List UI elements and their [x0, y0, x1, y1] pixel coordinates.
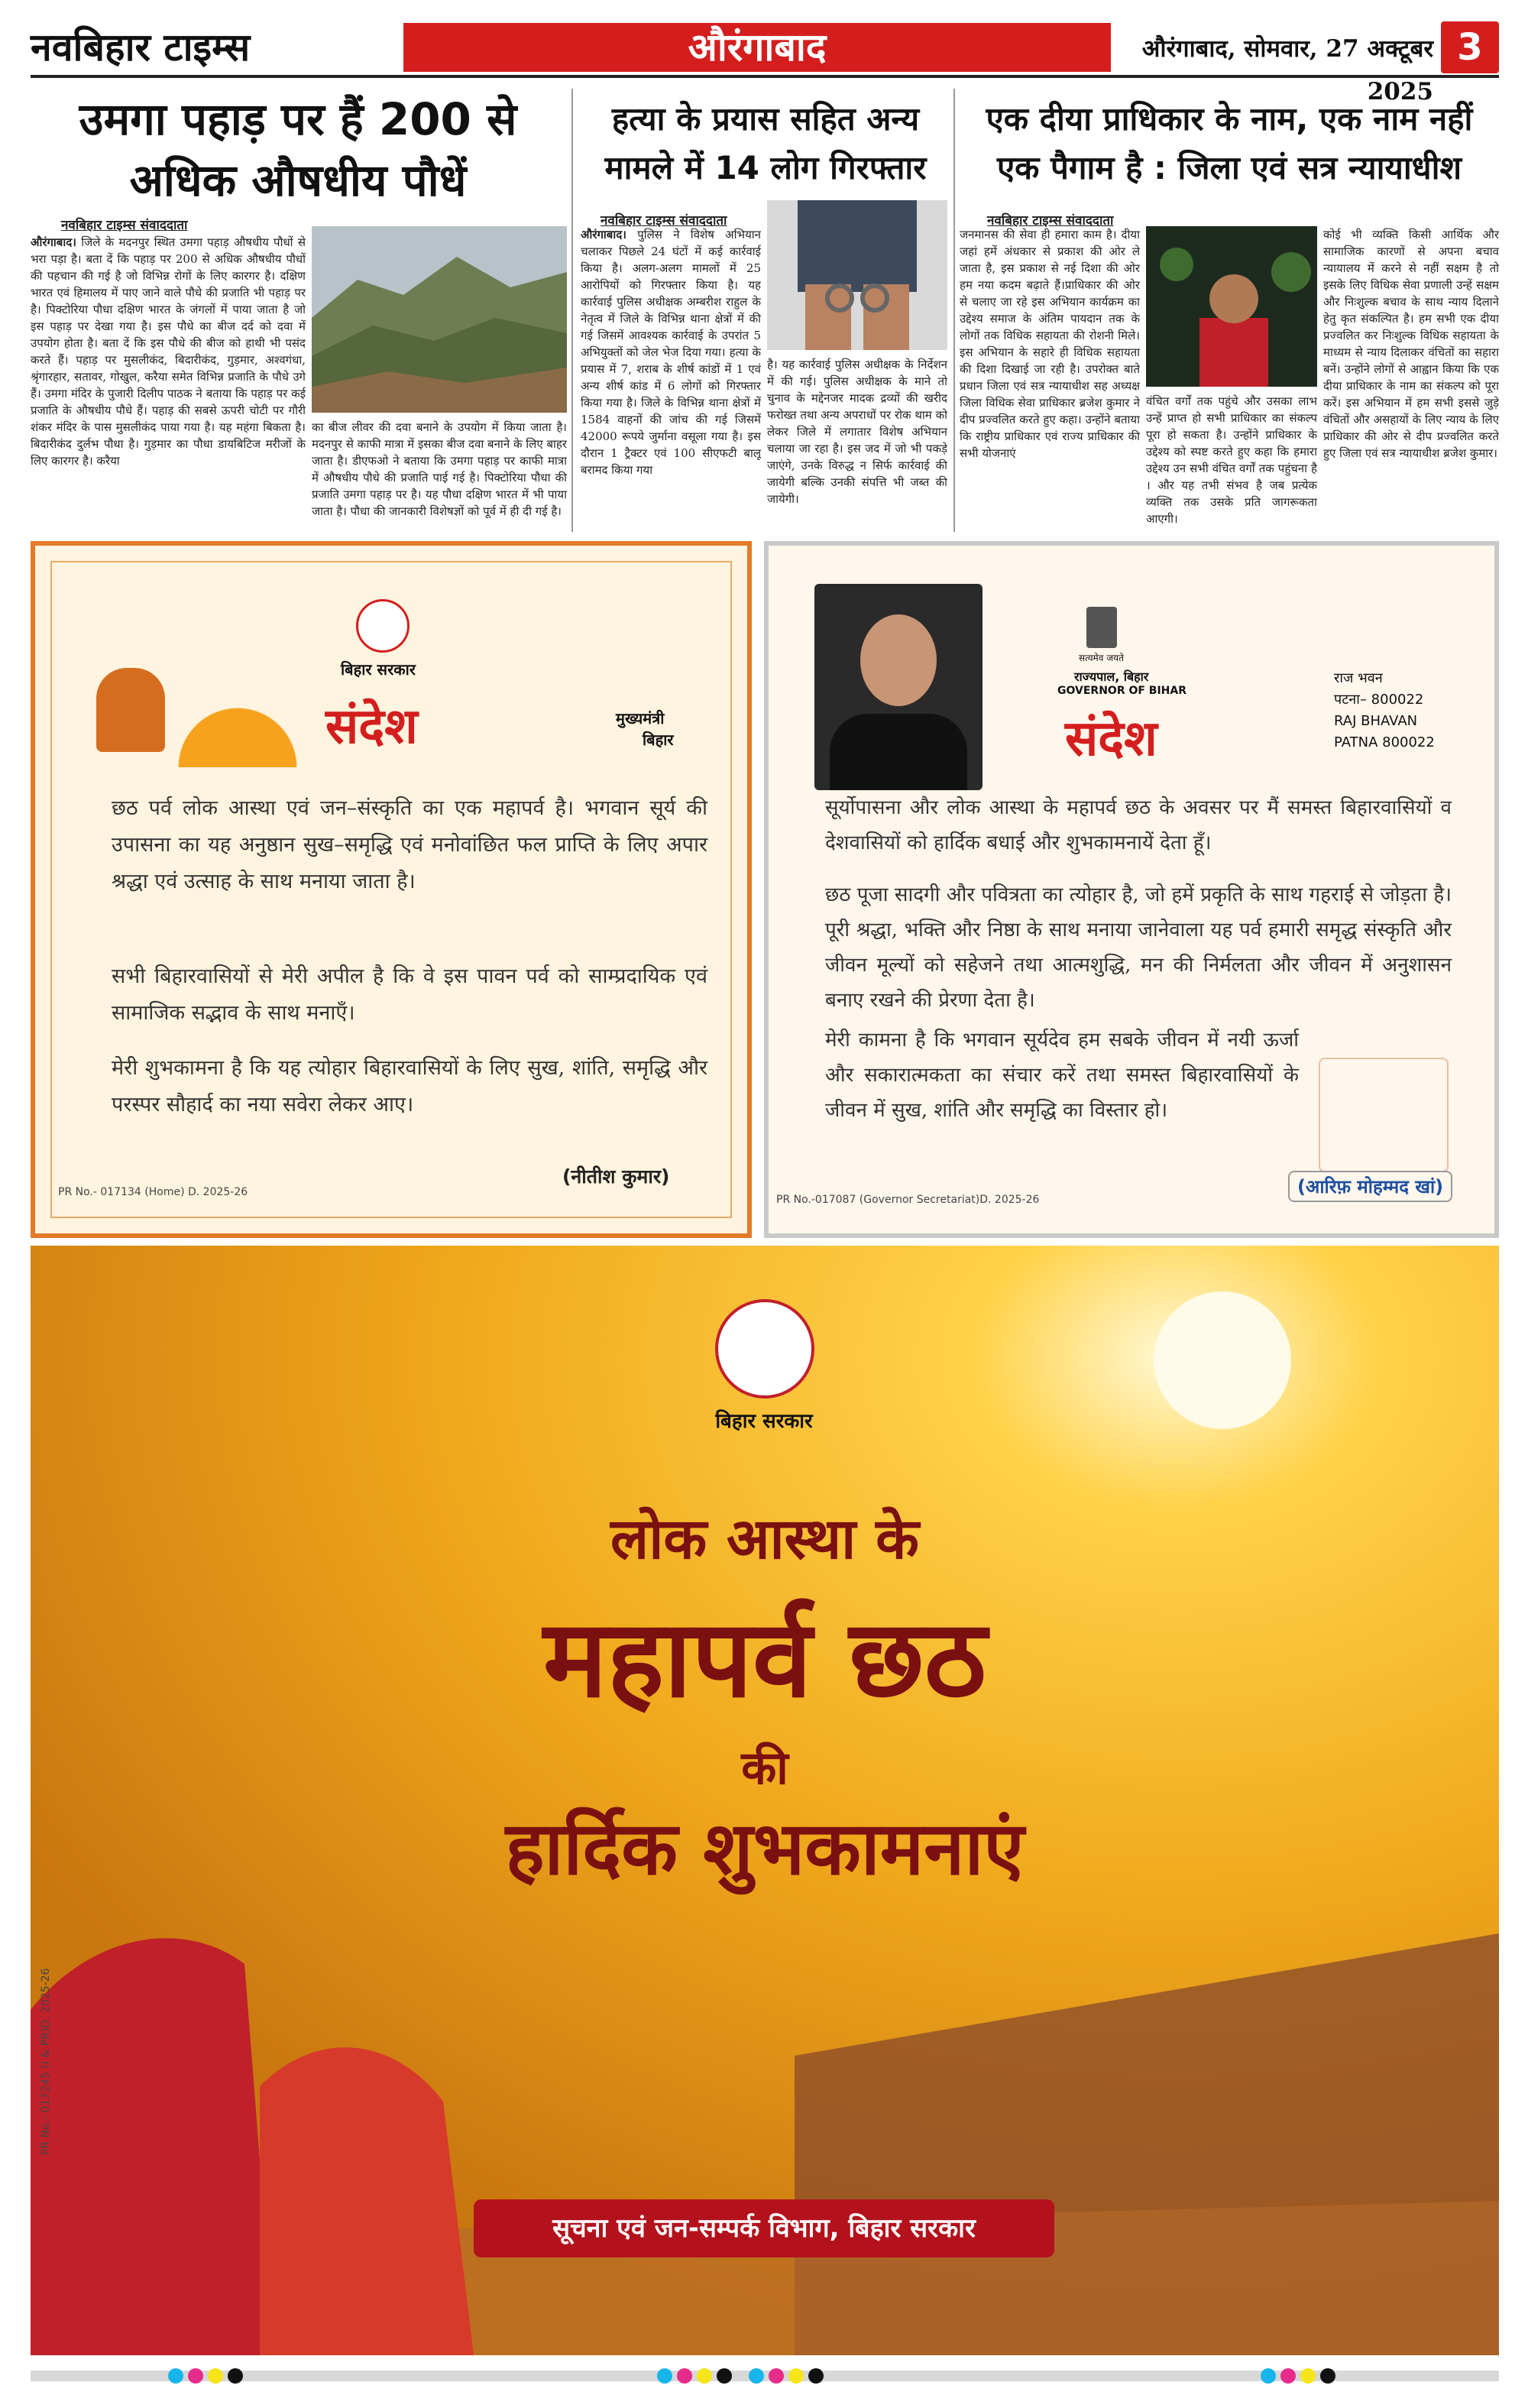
print-registration-strip [31, 2363, 1499, 2389]
ad2-paragraph-2: छठ पूजा सादगी और पवित्रता का त्योहार है, जो हमें प्रकृति के साथ गहराई से जोड़ता है। पूरी श्रद्धा, भक्ति और निष्ठा के साथ मनाया जानेवाला यह पर्व हमारी समृद्ध संस्कृति और जीवन मूल्यों को सहेजने तथा आत्मशुद्धि, मन की निर्मलता और जीवन में अनुशासन बनाए रखने की प्रेरणा देता है। [825, 883, 1452, 1012]
ad1-paragraph-2: सभी बिहारवासियों से मेरी अपील है कि वे इस पावन पर्व को साम्प्रदायिक एवं सामाजिक सद्भाव के साथ मनाएँ। [112, 964, 707, 1025]
masthead-rule [31, 75, 1499, 78]
date-line: औरंगाबाद, सोमवार, 27 अक्टूबर 2025 [1141, 35, 1433, 105]
handcuffs-photo [767, 200, 947, 350]
mountain-photo [312, 226, 567, 413]
ad2-address [1334, 668, 1435, 754]
article-2-dateline: औरंगाबाद। [581, 228, 626, 241]
newspaper-name: नवबिहार टाइम्स [31, 24, 251, 70]
ad2-office-en: GOVERNOR OF BIHAR [1057, 685, 1187, 697]
article-2-byline: नवबिहार टाइम्स संवाददाता [601, 213, 727, 228]
ad1-paragraph-3: मेरी शुभकामना है कि यह त्योहार बिहारवासियों के लिए सुख, शांति, समृद्धि और परस्पर सौहार्द का नया सवेरा लेकर आए। [112, 1056, 707, 1116]
article-3-body-col2: कोई भी व्यक्ति किसी आर्थिक और सामाजिक कारणों से अपना बचाव न्यायालय में करने से नहीं सक्षम है तो इसके लिए विधिक सेवा प्रणाली उन्हें सक्षम और निःशुल्क बचाव के साथ न्याय दिलाने हेतु कृत संकल्पित है। हम सभी एक दीया प्रज्वलित कर निःशुल्क विधिक सहायता के माध्यम से न्याय दिलाकर वंचितों का सहारा बनें। उन्होंने लोगों से आह्वान किया कि एक दीया प्राधिकार के नाम का संकल्प को पूरा करें। इस अभियान में हम सभी इससे जुड़े वंचितों और असहायों के लिए न्याय के लिए प्राधिकार की ओर से दीप प्रज्वलित करते हुए जिला एवं सत्र न्यायाधीश ब्रजेश कुमार। [1323, 228, 1499, 460]
article-1-body-col2: का बीज लीवर की दवा बनाने के उपयोग में किया जाता है। मदनपुर से काफी मात्रा में इसका बीज दवा बनाने के लिए बाहर जाता है। डीएफओ ने बताया कि उमगा पहाड़ पर काफी मात्रा में औषधीय पौधे की प्रजाति पाई गई है। पिक्टोरिया पौधा की प्रजाति उमगा पहाड़ पर है। यह पौधा दक्षिण भारत में भी पाया जाता है। पौधा की जानकारी विशेषज्ञों को पूर्व में ही दी गई है। [312, 420, 567, 518]
ad1-org: बिहार सरकार [341, 660, 416, 679]
banner-line-1: लोक आस्था के [610, 1506, 919, 1572]
bihar-govt-logo [715, 1299, 814, 1398]
ad1-state: बिहार [643, 731, 674, 749]
national-emblem-icon [1086, 607, 1117, 648]
article-2-headline: हत्या के प्रयास सहित अन्य मामले में 14 लोग गिरफ्तार [604, 100, 927, 186]
ad1-title: संदेश [325, 698, 418, 755]
ad2-office-hi: राज्यपाल, बिहार [1074, 669, 1149, 684]
ad2-paragraph-3: मेरी कामना है कि भगवान सूर्यदेव हम सबके जीवन में नयी ऊर्जा और सकारात्मकता का संचार करें तथा समस्त बिहारवासियों के जीवन में सुख, शांति और समृद्धि का विस्तार हो। [825, 1029, 1299, 1122]
ad1-designation: मुख्यमंत्री [616, 709, 665, 728]
column-divider [953, 89, 955, 532]
banner-footer: सूचना एवं जन-सम्पर्क विभाग, बिहार सरकार [474, 2199, 1054, 2257]
chhath-banner [31, 1246, 1499, 2355]
address-line: पटना– 800022 [1334, 692, 1424, 708]
page-number: 3 [1441, 21, 1499, 73]
article-1-headline: उमगा पहाड़ पर हैं 200 से अधिक औषधीय पौधें [79, 93, 517, 206]
article-1-byline: नवबिहार टाइम्स संवाददाता [61, 218, 188, 233]
ad2-signature: (आरिफ़ मोहम्मद खां) [1288, 1171, 1452, 1202]
banner-line-2: महापर्व छठ [543, 1596, 986, 1722]
article-3-body-col1: जनमानस की सेवा ही हमारा काम है। दीया जहां हमें अंधकार से प्रकाश की ओर ले जाता है, इस प्रकाश से नई दिशा की ओर हम नया कदम बढ़ाते हैं।प्राधिकार की ओर से चलाए जा रहे इस अभियान कार्यक्रम का उद्देश्य समाज के अंतिम पायदान तक के लोगों तक विधिक सहायता की रोशनी मिले। इस अभियान के सहारे ही विधिक सहायता की दिशा दिखाई जा रही है। उपरोक्त बाते प्रधान जिला एवं सत्र न्यायाधीश सह अध्यक्ष जिला विधिक सेवा प्राधिकार ब्रजेश कुमार ने दीप प्रज्वलित करते हुए कहा। उन्होंने बताया कि राष्ट्रीय प्राधिकार एवं राज्य प्राधिकार की सभी योजनाएं [960, 228, 1140, 460]
cm-message-ad [31, 541, 752, 1238]
emblem-motto: सत्यमेव जयते [1079, 653, 1124, 663]
article-1-body-col1 [31, 234, 306, 530]
devotee-illustration [96, 668, 165, 752]
address-line: राज भवन [1334, 670, 1383, 686]
bihar-govt-logo [356, 599, 410, 653]
ad1-pr-number: PR No.- 017134 (Home) D. 2025-26 [58, 1186, 248, 1198]
sun-illustration [165, 676, 310, 767]
devotee-sketch [1319, 1058, 1449, 1172]
article-1-dateline: औरंगाबाद। [31, 235, 76, 249]
banner-line-4: हार्दिक शुभकामनाएं [505, 1805, 1025, 1891]
banner-org: बिहार सरकार [715, 1410, 813, 1433]
ad2-title: संदेश [1065, 710, 1157, 767]
ad2-paragraph-1: सूर्योपासना और लोक आस्था के महापर्व छठ के अवसर पर मैं समस्त बिहारवासियों व देशवासियों को हार्दिक बधाई और शुभकामनायें देता हूँ। [825, 796, 1452, 854]
banner-pr-number: PR No.- 017245 (I & PR)D. 2025-26 [40, 1968, 52, 2155]
address-line: RAJ BHAVAN [1334, 713, 1418, 729]
ad1-signature: (नीतीश कुमार) [562, 1165, 670, 1188]
banner-line-3: की [741, 1742, 788, 1795]
ad2-pr-number: PR No.-017087 (Governor Secretariat)D. 2025-26 [776, 1194, 1040, 1206]
governor-photo [814, 584, 983, 790]
governor-message-ad [764, 541, 1499, 1238]
ad1-paragraph-1: छठ पर्व लोक आस्था एवं जन–संस्कृति का एक महापर्व है। भगवान सूर्य की उपासना का यह अनुष्ठान सुख–समृद्धि एवं मनोवांछित फल प्राप्ति के लिए अपार श्रद्धा एवं उत्साह के साथ मनाया जाता है। [112, 796, 707, 893]
article-1-text: जिले के मदनपुर स्थित उमगा पहाड़ औषधीय पौधों से भरा पड़ा है। बता दें कि पहाड़ पर 200 से अधिक औषधीय पौधों की पहचान की गई है जो विभिन्न रोगों के लिए कारगर है। दक्षिण भारत एवं हिमालय में पाए जाने वाले पौधे की प्रजाति भी पहाड़ पर है। पिक्टोरिया पौधा दक्षिण भारत के जंगलों में पाया जाता है जो इस पहाड़ पर देखा गया है। इस पौधे का बीज दर्द को दवा में उपयोग होता है। बता दें कि इस पौधे की बीज को हाथी भी पसंद करते हैं। पहाड़ पर मुसलीकंद, बिदारीकंद, गुड़मार, अश्वगंधा, श्रृंगारहार, सतावर, गोखुल, करैया समेत विभिन्न प्रजाति के पौधे उगे हैं। उमगा मंदिर के पुजारी दिलीप पाठक ने बताया कि पहाड़ पर कई प्रजाति के औषधीय पौधे हैं। पहाड़ की सबसे ऊपरी चोटी पर गौरी शंकर मंदिर के पास मुसलीकंद पाया गया है। यह महंगा बिकता है। बिदारीकंद दुर्लभ पौधा है। गुड़मार का पौधा डायबिटिज मरीजों के लिए कारगर है। करैया [31, 235, 306, 468]
article-2-body-col2: है। यह कार्रवाई पुलिस अधीक्षक के निर्देशन में की गई। पुलिस अधीक्षक के माने तो चुनाव के मद्देनजर मादक द्रव्यों की खरीद फरोख्त तथा अन्य अपराधों पर रोक थाम को लेकर जिले में लगातार विशेष अभियान चलाया जा रहा है। इस जद में जो भी पकड़े जाएंगे, उनके विरुद्ध न सिर्फ कार्रवाई की जायेगी बल्कि उनकी संपत्ति भी जब्त की जायेगी। [767, 358, 947, 506]
article-2-text: पुलिस ने विशेष अभियान चलाकर पिछले 24 घंटों में कई कार्रवाई किया है। अलग-अलग मामलों में 25 आरोपियों को गिरफ्तार किया है। यह कार्रवाई पुलिस अधीक्षक अम्बरीश राहुल के नेतृत्व में जिले के विभिन्न थाना क्षेत्रों में की गई जिसमें आवश्यक कार्रवाई के उपरांत 5 अभियुक्तों को जेल भेज दिया गया। हत्या के प्रयास में 7, शराब के शीर्ष कांडों में 1 एवं अन्य शीर्ष कांड में 6 लोगों को गिरफ्तार किया गया है। जिले के विभिन्न थाना क्षेत्रों में 1584 वाहनों की जांच की गई जिसमें 42000 रूपये जुर्माना वसूला गया है। इस दौरान 1 ट्रैक्टर एवं 100 सीएफटी बालू बरामद किया गया [581, 228, 761, 477]
article-3-byline: नवबिहार टाइम्स संवाददाता [987, 213, 1114, 228]
article-3-body-col3: वंचित वर्गों तक पहुंचे और उसका लाभ उन्हें प्राप्त हो सभी प्राधिकार का संकल्प पूरा हो सकता है। उन्होंने प्राधिकार के उद्देश्य को स्पष्ट करते हुए कहा कि हमारा उद्देश्य उन सभी वंचित वर्गों तक पहुंचना है । और यह तभी संभव है जब प्रत्येक व्यक्ति तक उसके प्रति जागरूकता आएगी। [1146, 394, 1317, 526]
address-line: PATNA 800022 [1334, 734, 1435, 750]
article-3-headline: एक दीया प्राधिकार के नाम, एक नाम नहीं एक पैगाम है : जिला एवं सत्र न्यायाधीश [986, 100, 1473, 186]
section-title: औरंगाबाद [403, 23, 1111, 72]
article-2-body-col1 [581, 226, 761, 530]
column-divider [571, 89, 573, 532]
judge-photo [1146, 226, 1317, 387]
